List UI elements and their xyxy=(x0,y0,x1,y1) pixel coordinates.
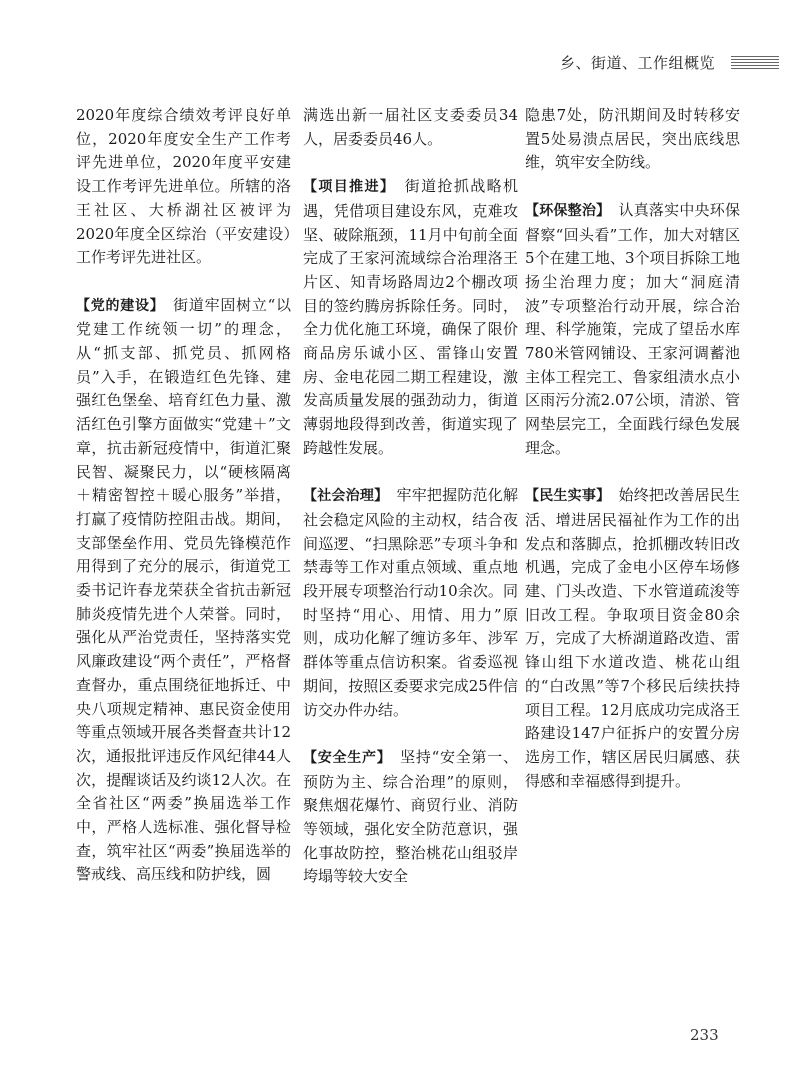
header-decoration xyxy=(731,56,779,70)
paragraph xyxy=(76,104,291,270)
paragraph-text: 认真落实中央环保督察“回头看”工作，加大对辖区5个在建工地、3个项目拆除工地扬尘治理力度；加大“洞庭清波”专项整治行动开展，综合治理、科学施策，完成了望岳水库780米管网铺设、王家河调蓄池主体工程完工、鲁家组渍水点小区雨污分流2.07公顷，清淤、管网垫层完工，全面践行绿色发展理念。 xyxy=(525,200,740,457)
paragraph xyxy=(303,104,518,151)
paragraph xyxy=(303,484,518,722)
text-column-2 xyxy=(303,104,518,889)
paragraph-text: 始终把改善居民生活、增进居民福祉作为工作的出发点和落脚点，抢抓棚改转旧改机遇，完成了金电小区停车场修建、门头改造、下水管道疏浚等旧改工程。争取项目资金80余万，完成了大桥湖道路改造、雷锋山组下水道改造、桃花山组的“白改黑”等7个移民后续扶持项目工程。12月底成功完成洛王路建设147户征拆户的安置分房选房工作，辖区居民归属感、获得感和幸福感得到提升。 xyxy=(525,486,740,790)
paragraph xyxy=(303,175,518,460)
section-tag: 【党的建设】 xyxy=(76,297,158,314)
text-column-1 xyxy=(76,104,291,887)
section-tag: 【安全生产】 xyxy=(303,749,385,766)
section-tag: 【项目推进】 xyxy=(303,179,389,196)
section-tag: 【民生实事】 xyxy=(525,488,604,505)
paragraph-text: 2020年度综合绩效考评良好单位，2020年度安全生产工作考评先进单位，2020年度平安建设工作考评先进单位。所辖的洛王社区、大桥湖社区被评为2020年度全区综治（平安建设）工作考评先进社区。 xyxy=(76,106,291,267)
paragraph xyxy=(525,104,740,175)
section-title: 乡、街道、工作组概览 xyxy=(560,54,716,72)
paragraph xyxy=(525,484,740,793)
paragraph xyxy=(76,294,291,888)
paragraph-text: 街道牢固树立“以党建工作统领一切”的理念，从“抓支部、抓党员、抓网格员”入手，在锻造红色先锋、建强红色堡垒、培育红色力量、激活红色引擎方面做实“党建＋”文章，抗击新冠疫情中，街道汇聚民智、凝聚民力，以“硬核隔离＋精密智控＋暖心服务”举措，打赢了疫情防控阻击战。期间，支部堡垒作用、党员先锋模范作用得到了充分的展示，街道党工委书记许春龙荣获全省抗击新冠肺炎疫情先进个人荣誉。同时，强化从严治党责任，坚持落实党风廉政建设“两个责任”，严格督查督办，重点围绕征地拆迁、中央八项规定精神、惠民资金使用等重点领域开展各类督查共计12次，通报批评违反作风纪律44人次，提醒谈话及约谈12人次。在全省社区“两委”换届选举工作中，严格人选标准、强化督导检查，筑牢社区“两委”换届选举的警戒线、高压线和防护线，圆 xyxy=(76,295,292,884)
paragraph xyxy=(303,746,518,889)
page-number: 233 xyxy=(690,1026,719,1044)
paragraph-text: 坚持“安全第一、预防为主、综合治理”的原则，聚焦烟花爆竹、商贸行业、消防等领域，强化安全防范意识，强化事故防控，整治桃花山组驳岸垮塌等较大安全 xyxy=(303,747,519,886)
section-tag: 【社会治理】 xyxy=(303,488,382,505)
paragraph-text: 街道抢抓战略机遇，凭借项目建设东风，克难攻坚、破除瓶颈，11月中旬前全面完成了王家河流域综合治理洛王片区、知青场路周边2个棚改项目的签约腾房拆除任务。同时，全力优化施工环境，确保了限价商品房乐诚小区、雷锋山安置房、金电花园二期工程建设，激发高质量发展的强劲动力，街道薄弱地段得到改善，街道实现了跨越性发展。 xyxy=(303,177,518,457)
running-header xyxy=(560,52,780,76)
paragraph-text: 牢牢把握防范化解社会稳定风险的主动权，结合夜间巡逻、“扫黑除恶”专项斗争和禁毒等工作对重点领域、重点地段开展专项整治行动10余次。同时坚持“用心、用情、用力”原则，成功化解了缠访多年、涉军群体等重点信访积案。省委巡视期间，按照区委要求完成25件信访交办件办结。 xyxy=(303,486,518,719)
paragraph xyxy=(525,199,740,461)
paragraph-text: 满选出新一届社区支委委员34人，居委委员46人。 xyxy=(303,106,518,148)
text-column-3 xyxy=(525,104,740,793)
paragraph-text: 隐患7处，防汛期间及时转移安置5处易溃点居民，突出底线思维，筑牢安全防线。 xyxy=(525,106,740,172)
section-tag: 【环保整治】 xyxy=(525,202,604,219)
